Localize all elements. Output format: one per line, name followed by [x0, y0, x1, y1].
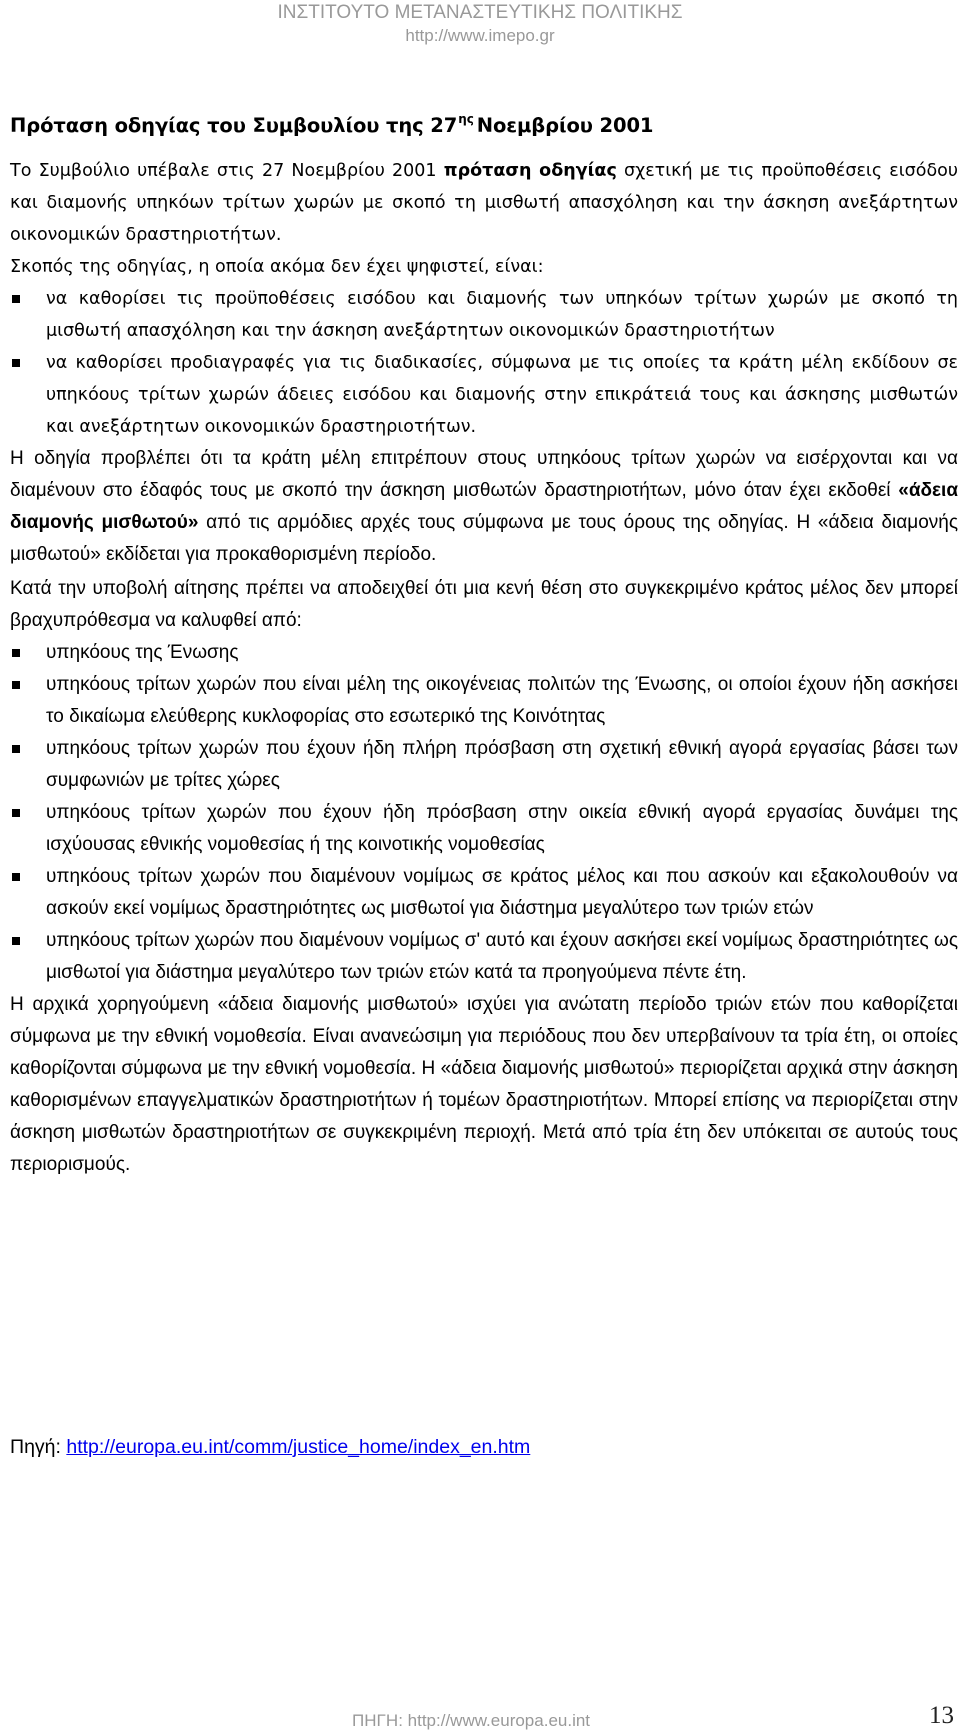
permit-text-start: Η οδηγία προβλέπει ότι τα κράτη μέλη επιτρέπουν στους υπηκόους τρίτων χωρών να εισέρχονται και να διαμένουν στο έδαφός τους με σκοπό την άσκηση μισθωτών δραστηριοτήτων, μόνο όταν έχει εκδοθεί — [10, 448, 958, 501]
title-text: Πρόταση οδηγίας του Συμβουλίου της 27 — [10, 114, 458, 137]
purpose-list — [10, 283, 958, 443]
title-month-year: Νοεμβρίου 2001 — [476, 114, 654, 137]
permit-text-end: από τις αρμόδιες αρχές τους σύμφωνα με τους όρους της οδηγίας. Η «άδεια διαμονής μισθωτού» εκδίδεται για προκαθορισμένη περίοδο. — [10, 512, 958, 565]
source-line — [10, 1436, 530, 1459]
validity-paragraph: Η αρχικά χορηγούμενη «άδεια διαμονής μισθωτού» ισχύει για ανώτατη περίοδο τριών ετών που καθορίζεται σύμφωνα με την εθνική νομοθεσία. Είναι ανανεώσιμη για περιόδους που δεν υπερβαίνουν τα τρία έτη, οι οποίες καθορίζονται σύμφωνα με την εθνική νομοθεσία. Η «άδεια διαμονής μισθωτού» περιορίζεται αρχικά στην άσκηση καθορισμένων επαγγελματικών δραστηριοτήτων ή τομέων δραστηριοτήτων. Μπορεί επίσης να περιορίζεται στην άσκηση μισθωτών δραστηριοτήτων σε συγκεκριμένη περιοχή. Μετά από τρία έτη δεν υπόκειται σε αυτούς τους περιορισμούς. — [10, 994, 958, 1175]
application-item: υπηκόους τρίτων χωρών που είναι μέλη της οικογένειας πολιτών της Ένωσης, οι οποίοι έχουν ήδη ασκήσει το δικαίωμα ελεύθερης κυκλοφορίας στο εσωτερικό της Κοινότητας — [10, 669, 958, 733]
application-item: υπηκόους τρίτων χωρών που έχουν ήδη πλήρη πρόσβαση στη σχετική εθνική αγορά εργασίας βάσει των συμφωνιών με τρίτες χώρες — [10, 733, 958, 797]
intro-paragraph — [10, 155, 958, 251]
permit-emphasis: «άδεια διαμονής μισθωτού» — [10, 480, 958, 533]
header-url: http://www.imepo.gr — [405, 26, 555, 45]
purpose-lead: Σκοπός της οδηγίας, η οποία ακόμα δεν έχει ψηφιστεί, είναι: — [10, 257, 544, 277]
header-organization: ΙΝΣΤΙΤΟΥΤΟ ΜΕΤΑΝΑΣΤΕΥΤΙΚΗΣ ΠΟΛΙΤΙΚΗΣ — [277, 2, 683, 23]
source-label: Πηγή: — [10, 1436, 67, 1458]
source-link[interactable]: http://europa.eu.int/comm/justice_home/index_en.htm — [66, 1436, 531, 1458]
title-ordinal-suffix: ης — [458, 112, 474, 126]
purpose-item: να καθορίσει προδιαγραφές για τις διαδικασίες, σύμφωνα με τις οποίες τα κράτη μέλη εκδίδουν σε υπηκόους τρίτων χωρών άδειες εισόδου και διαμονής στην επικράτειά τους και άσκησης μισθωτών και ανεξάρτητων οικονομικών δραστηριοτήτων. — [10, 347, 958, 443]
application-list — [10, 637, 958, 989]
application-item: υπηκόους τρίτων χωρών που διαμένουν νομίμως σ' αυτό και έχουν ασκήσει εκεί νομίμως δραστηριότητες ως μισθωτοί για διάστημα μεγαλύτερο των τριών ετών κατά τα προηγούμενα πέντε έτη. — [10, 925, 958, 989]
application-lead: Κατά την υποβολή αίτησης πρέπει να αποδειχθεί ότι μια κενή θέση στο συγκεκριμένο κράτος μέλος δεν μπορεί βραχυπρόθεσμα να καλυφθεί από: — [10, 578, 958, 631]
application-item: υπηκόους της Ένωσης — [10, 637, 958, 669]
page-number: 13 — [929, 1702, 954, 1729]
footer-source: ΠΗΓΗ: http://www.europa.eu.int — [352, 1711, 591, 1730]
application-item: υπηκόους τρίτων χωρών που διαμένουν νομίμως σε κράτος μέλος και που ασκούν και εξακολουθούν να ασκούν εκεί νομίμως δραστηριότητες ως μισθωτοί για διάστημα μεγαλύτερο των τριών ετών — [10, 861, 958, 925]
purpose-item: να καθορίσει τις προϋποθέσεις εισόδου και διαμονής των υπηκόων τρίτων χωρών με σκοπό τη μισθωτή απασχόληση και την άσκηση ανεξάρτητων οικονομικών δραστηριοτήτων — [10, 283, 958, 347]
intro-text-end: σχετική με τις προϋποθέσεις εισόδου και διαμονής υπηκόων τρίτων χωρών με σκοπό τη μισθωτή απασχόληση και την άσκηση ανεξάρτητων οικονομικών δραστηριοτήτων. — [10, 161, 959, 245]
intro-text-start: Το Συμβούλιο υπέβαλε στις 27 Νοεμβρίου 2001 — [10, 161, 444, 181]
application-item: υπηκόους τρίτων χωρών που έχουν ήδη πρόσβαση στην οικεία εθνική αγορά εργασίας δυνάμει της ισχύουσας εθνικής νομοθεσίας ή της κοινοτικής νομοθεσίας — [10, 797, 958, 861]
document-body — [10, 155, 958, 1181]
intro-emphasis: πρόταση οδηγίας — [443, 161, 617, 181]
permit-paragraph — [10, 443, 958, 571]
document-title — [10, 112, 653, 137]
